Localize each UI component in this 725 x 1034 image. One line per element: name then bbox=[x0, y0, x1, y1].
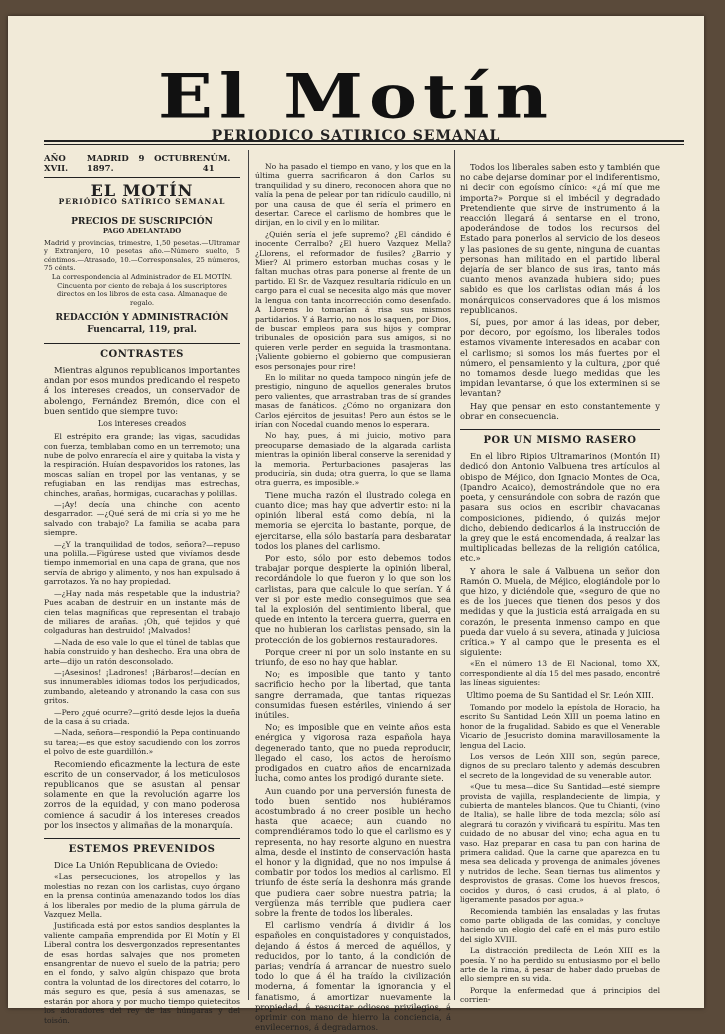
paragraph: Por esto, sólo por esto debemos todos trabajar porque despierte la opinión liberal, recordándole lo que fueron y lo que son los carlistas, para que calcule lo que serían. Y á ver si por este medio conseguimos que sea tal la explosión del sentimiento liberal, que quede en intento la tercera guerra, guerra en que no hubieran los carlistas pensado, sin la protección de los gobiernos restauradores. bbox=[255, 553, 451, 645]
masthead-rule-thin bbox=[44, 144, 684, 145]
paragraph: En lo militar no queda tampoco ningún jefe de prestigio, ninguno de aquellos generales brutos pero valientes, que arrastraban tras de sí grandes masas de fanáticos. ¿Cómo no organizara don Carlos ejércitos de jesuitas! Pero aun éstos se le irían con Nocedal cuando menos lo esperara. bbox=[255, 372, 451, 429]
subscription-box bbox=[44, 181, 240, 335]
issue-number: NÚM. 41 bbox=[202, 154, 231, 175]
box-subtitle: PERIÓDICO SATÍRICO SEMANAL bbox=[58, 196, 226, 206]
paragraph: No hay, pues, á mi juicio, motivo para preocuparse demasiado de la algarada carlista mientras la opinión liberal conserve la serenidad y la memoria. Perturbaciones pasajeras las produciría, sin duda; otra guerra, lo que se llama otra guerra, es imposible.» bbox=[255, 431, 451, 488]
paragraph: El estrépito era grande; las vigas, sacudidas con fuerza, temblaban como en un terremoto; una nube de polvo enrarecía el aire y quitaba la vista y la respiración. Huían despavoridos los ratones, las moscas salían en tropel por las ventanas, y se refugiaban en las rendijas mas estrechas, chinches, arañas, hormigas, cucarachas y polillas. bbox=[44, 432, 240, 498]
paragraph: Dice La Unión Republicana de Oviedo: bbox=[54, 860, 219, 871]
paragraph: —¡Asesinos! ¡Ladrones! ¡Bárbaros!—decían en sus innumerables idiomas todos los perjudicados, zumbando, aleteando y atronando la casa con sus gritos. bbox=[44, 667, 240, 706]
paragraph: No ha pasado el tiempo en vano, y los que en la última guerra sacrificaron á don Carlos su tranquilidad y su dinero, reconocen ahora que no valía la pena de pelear por tan ridículo caudillo, ni por una causa de que él sería el primero en desertar. Carece el carlismo de hombres que le dirijan, en lo civil y en lo militar. bbox=[255, 162, 451, 228]
column-divider-1 bbox=[248, 150, 249, 1000]
prices-title: PRECIOS DE SUSCRIPCIÓN bbox=[71, 216, 213, 227]
paragraph: Sí, pues, por amor á las ideas, por deber, por decoro, por egoísmo, los liberales todos estamos vivamente interesados en acabar con el carlismo; si somos los más fuertes por el número, el pensamiento y la cultura, ¿por qué no tomamos desde luego medidas que les impidan levantarse, ó que los exterminen si se levantan? bbox=[460, 317, 660, 399]
paragraph: No; es imposible que en veinte años esta enérgica y vigorosa raza española haya degenerado tanto, que no pueda reproducir, llegado el caso, los actos de heroísmo prodigados en cuatro años de encarnizada lucha, como antes los prodigó durante siete. bbox=[255, 722, 451, 784]
paragraph: Justificada está por estos sandios desplantes la valiente campaña emprendida por El Motín y El Liberal contra los desvergonzados representantes de esas hordas salvajes que nos prometen ensangrentar de nuevo el suelo de la patria; pero en el fondo, y salvo algún chispazo que brota contra la voluntad de los directores del cotarro, lo más seguro es que, pesía á sus amenazas, se estarán por ahora y por mucho tiempo quietecitos los adoradores del rey de las húngaras y del toisón. bbox=[44, 921, 240, 1025]
prices-sub: PAGO ADELANTADO bbox=[102, 227, 182, 236]
box-title: EL MOTÍN bbox=[90, 181, 194, 201]
column-1 bbox=[44, 150, 240, 1027]
newspaper-page bbox=[8, 16, 704, 1033]
paragraph: Porque la enfermedad que á principios del corrien- bbox=[460, 985, 660, 1005]
issue-date: MADRID 9 OCTUBRE 1897. bbox=[86, 154, 203, 175]
paragraph: Y ahora le sale á Valbuena un señor don Ramón O. Muela, de Méjico, elogiándole por lo que hizo, y diciéndole que, «seguro de que no es de los jueces que tienen dos pesos y dos medidas y que la justicia está arraigada en su corazón, le presenta inmenso campo en que pueda dar vuelo á su severa, atinada y juiciosa crítica.» Y al campo que le presenta es el siguiente: bbox=[460, 565, 660, 658]
subheading: Ultimo poema de Su Santidad el Sr. León XIII. bbox=[466, 690, 654, 700]
masthead bbox=[8, 60, 704, 144]
estemos-heading: ESTEMOS PREVENIDOS bbox=[44, 838, 240, 855]
masthead-rule bbox=[44, 140, 684, 142]
paragraph: No; es imposible que tanto y tanto sacrificio hecho por la libertad, que tanta sangre derramada, que tantas riquezas consumidas fuesen estériles, viniendo á ser inútiles. bbox=[255, 669, 451, 721]
paragraph: Tiene mucha razón el ilustrado colega en cuanto dice; mas hay que advertir esto: ni la opinión liberal está como debía, ni la memoria se ejercita lo bastante, porque, de ejercitarse, ella sólo bastaría para desbaratar todos los planes del carlismo. bbox=[255, 489, 451, 551]
rasero-heading: POR UN MISMO RASERO bbox=[460, 429, 660, 446]
paragraph: Porque creer ni por un solo instante en su triunfo, de eso no hay que hablar. bbox=[255, 646, 451, 668]
paragraph: Mientras algunos republicanos importantes andan por esos mundos predicando el respeto á los intereses creados, un conservador de abolengo, Fernández Bremón, dice con el buen sentido que siempre tuvo: bbox=[44, 364, 240, 416]
paragraph: —Pero ¿qué ocurre?—gritó desde lejos la dueña de la casa á su criada. bbox=[44, 707, 240, 726]
paragraph: «En el número 13 de El Nacional, tomo XX, correspondiente al día 15 del mes pasado, encontré las líneas siguientes: bbox=[460, 659, 660, 688]
newspaper-title: El Motín bbox=[158, 59, 554, 132]
paragraph: En el libro Ripios Ultramarinos (Montón II) dedicó don Antonio Valbuena tres artículos al obispo de Méjico, don Ignacio Montes de Oca, (Ipandro Acaico), demostrándole que no era poeta, y censurándole con sobra de razón que pasara sus ocios en escribir chavacanas composiciones, pidiendo, ó quizás mejor dicho, debiendo dedicarlos á la instrucción de la grey que le está encomendada, á realzar las multiplicadas bellezas de la religión católica, etc.» bbox=[460, 451, 660, 564]
paragraph: —¡Ay! decía una chinche con acento desgarrador. —¿Qué será de mi cría si yo me he salvado con trabajo? La familia se acaba para siempre. bbox=[44, 500, 240, 538]
discount-note: Cincuenta por ciento de rebaja á los suscriptores directos en los libros de esta casa. Almanaque de regalo. bbox=[56, 281, 228, 307]
paragraph: Los versos de León XIII son, según parece, dignos de su preclaro talento y además descubren el secreto de la longevidad de su venerable autor. bbox=[460, 752, 660, 780]
paragraph: —¿Hay nada más respetable que la industria? Pues acaban de destruir en un instante más de cien telas magníficas que representan el trabajo de miliares de arañas. ¡Oh, qué tejidos y qué colgaduras han destruido! ¡Malvados! bbox=[44, 588, 240, 636]
paragraph: El carlismo vendría á dividir á los españoles en conquistadores y conquistados, dejando á éstos á merced de aquéllos, y reducidos, por lo tanto, á la condición de parias; vendría á arrancar de nuestro suelo todo lo que á él ha traído la civilización moderna, á fomentar la ignorancia y el fanatismo, á amortizar nuevamente la propiedad, á resucitar odiosos privilegios, á oprimir con mano de hierro la conciencia, á envilecernos, á degradarnos. bbox=[255, 920, 451, 1033]
paragraph: Aun cuando por una perversión funesta de todo buen sentido nos hubiéramos acostumbrado á no creer posible un hecho hasta que acaece; aun cuando no comprendiéramos todo lo que el carlismo es y representa, no hay resorte alguno en nuestra alma, desde el instinto de conservación hasta el honor y la dignidad, que no nos impulse á combatir por todos los medios al carlismo. El triunfo de éste sería la deshonra más grande que pudiera caer sobre nuestra patria; la vergüenza más terrible que pudiera caer sobre la frente de todos los liberales. bbox=[255, 785, 451, 918]
paragraph: —Nada de eso vale lo que el túnel de tablas que había construido y han deshecho. Era una obra de arte—dijo un ratón desconsolado. bbox=[44, 637, 240, 666]
paragraph: «Que tu mesa—dice Su Santidad—esté siempre provista de vajilla, resplandeciente de limpia, y cubierta de manteles blancos. Que tu Chianti, (vino de Italia), se halle libre de toda mezcla; sólo así alegrará tu corazón y vivificará tu espíritu. Mas ten cuidado de no abusar del vino; echa agua en tu vaso. Haz preparar en casa tu pan con harina de primera calidad. Que la carne que aparezca en tu mesa sea delicada y provenga de animales jóvenes y nutridos de leche. Sean tiernas tus alimentos y desprovistos de grasas. Come los huevos frescos, cocidos y duros, ó casi crudos, á al plato, ó ligeramente pasados por agua.» bbox=[460, 782, 660, 905]
contrastes-heading: CONTRASTES bbox=[44, 343, 240, 360]
paragraph: Hay que pensar en esto constantemente y obrar en consecuencia. bbox=[460, 400, 660, 421]
paragraph: —¿Y la tranquilidad de todos, señora?—repuso una polilla.—Figúrese usted que vivíamos desde tiempo inmemorial en una capa de grana, que nos servía de abrigo y alimento, y nos han expulsado á garrotazos. Ya no hay propiedad. bbox=[44, 539, 240, 587]
correspondence-note: La correspondencia al Administrador de EL MOTÍN. bbox=[51, 272, 233, 281]
paragraph: —Nada, señora—respondió la Pepa continuando su tarea;—es que estoy sacudiendo con los zorros el polvo de este guardillón.» bbox=[44, 728, 240, 757]
issue-year: AÑO XVII. bbox=[44, 154, 69, 175]
prices-text: Madrid y provincias, trimestre, 1,50 pesetas.—Ultramar y Extranjero, 10 pesetas año.—Número suelto, 5 céntimos.—Atrasado, 10.—Corresponsales, 25 números, 75 cénts. bbox=[44, 238, 240, 273]
paragraph: ¿Quién sería el jefe supremo? ¿El cándido é inocente Cerralbo? ¿El huero Vazquez Mella? ¿Llorens, el reformador de fusiles? ¿Barrio y Mier? Al primero estorban muchas cosas y le faltan muchas otras para ponerse al frente de un partido. El Sr. de Vazquez resultaría ridículo en un cargo para el cual se necesita algo más que mover la lengua con tanta incorrección como desenfado. A Llorens lo tomarían á risa sus mismos partidarios. Y á Barrio, no nos lo saquen, por Dios, de buscar empleos para sus hijos y comprar tribunales de oposición para sus amigos, si no quieren verle perder en seguida la trasmontana. ¡Valiente gobierno el gobierno que compusieran esos personajes pour rire! bbox=[255, 229, 451, 371]
column-3 bbox=[460, 162, 660, 1007]
paragraph: La distracción predilecta de León XIII es la poesía. Y no ha perdido su entusiasmo por el bello arte de la rima, á pesar de haber dado pruebas de ello siempre en su vida. bbox=[460, 946, 660, 984]
column-divider-2 bbox=[454, 150, 455, 1000]
column-2 bbox=[255, 162, 451, 1034]
paragraph: Recomiendo eficazmente la lectura de este escrito de un conservador, á los meticulosos republicanos que se asustan al pensar solamente en que la revolución agarre los zorros de la equidad, y con mano poderosa comience á sacudir á los intereses creados por los insectos y alimañas de la monarquía. bbox=[44, 758, 240, 830]
paragraph: Todos los liberales saben esto y también que no cabe dejarse dominar por el indiferentismo, ni decir con egoísmo cínico: «¿á mí que me importa?» Porque si el imbécil y degradado Pretendiente que sirve de instrumento á la reacción llegará á sentarse en el trono, apoderándose de todos los recursos del Estado para ponerlos al servicio de los deseos y las pasiones de su gente, ninguna de cuantas personas han militado en el partido liberal dejaría de ser blanco de sus iras, tanto más cuanto menos avanzada hubiera sido; pues sabido es que los carlistas odian más á los monárquicos conservadores que á los mismos republicanos. bbox=[460, 162, 660, 315]
office-address: Fuencarral, 119, pral. bbox=[87, 324, 197, 335]
paragraph: Tomando por modelo la epístola de Horacio, ha escrito Su Santidad León XIII un poema latino en honor de la frugalidad. Sabido es que el Venerable Vicario de Jesucristo domina maravillosamente la lengua del Lacio. bbox=[460, 702, 660, 750]
paragraph: «Las persecuciones, los atropellos y las molestias no rezan con los carlistas, cuyo órgano en la prensa continúa amenazando todos los días á los liberales por medio de la pluma gárrula de Vazquez Mella. bbox=[44, 872, 240, 920]
office-title: REDACCIÓN Y ADMINISTRACIÓN bbox=[55, 313, 229, 324]
subheading: Los intereses creados bbox=[97, 418, 187, 428]
paragraph: Recomienda también las ensaladas y las frutas como parte obligada de las comidas, y concluye haciendo un elogio del café en el más puro estilo del siglo XVIII. bbox=[460, 906, 660, 944]
issue-line bbox=[44, 150, 240, 178]
newspaper-subtitle: PERIODICO SATIRICO SEMANAL bbox=[211, 128, 501, 144]
